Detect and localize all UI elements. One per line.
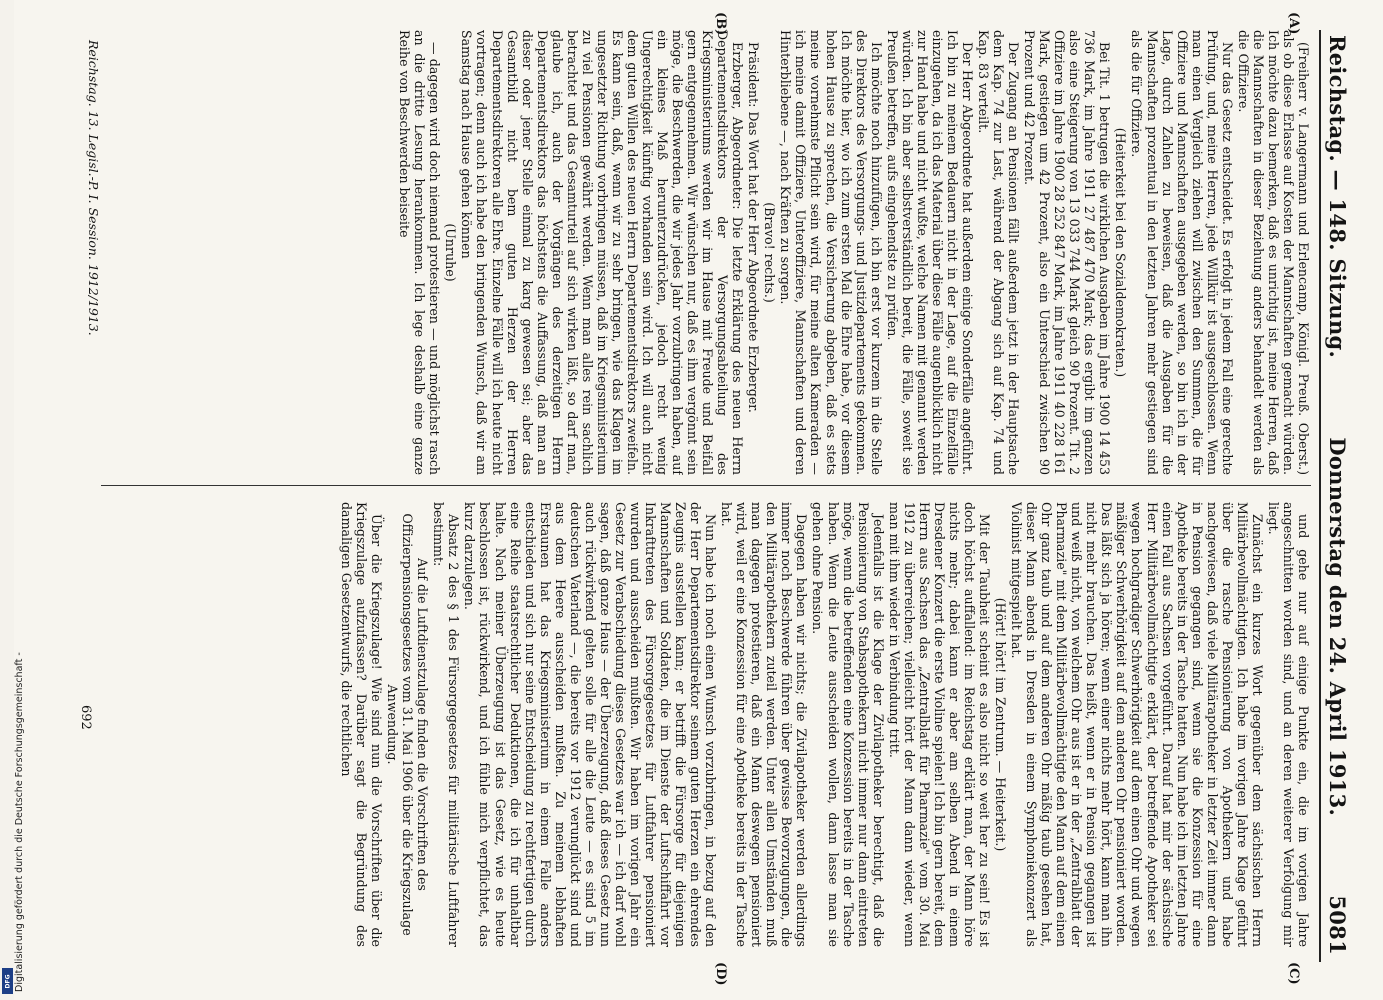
paragraph: Über die Kriegszulage! Wie sind nun die Vorschriften über die Kriegszulage aufzufassen? Darüber sagt die Begründung des damaligen Gesetzentwurfs, die rechtlichen (339, 502, 385, 947)
margin-marker-c: (C) (1286, 962, 1301, 985)
funding-notice: Digitalisierung gefördert durch die Deutsche Forschungsgemeinschaft - (14, 652, 25, 992)
interjection: (Heiterkeit bei den Sozialdemokraten.) (1113, 127, 1129, 378)
quotation: Auf die Luftdienstzulage finden die Vorschriften des Offizierpensionsgesetzes vom 31. Mai 1906 über die Kriegszulage Anwendung. (385, 513, 431, 936)
paragraph: Mit der Taubheit scheint es also nicht so weit her zu sein! Es ist doch höchst auffallend: im Reichstag erklärt man, der Mann höre nichts mehr; dabei kann er aber am selben Abend in einem Dresdener Konzert die erste Violine spielen! Ich bin gern bereit, dem Herrn aus Sachsen das „Zentralblatt für Pharmazie" vom 30. Mai 1912 zu überreichen; vielleicht hört der Mann dann wieder, wenn man mit ihm wieder in Verbindung tritt. (886, 502, 993, 947)
paragraph: (Freiherr v. Langermann und Erlencamp, Königl. Preuß. Oberst.) als ob diese Erlasse auf Kosten der Mannschaften gemacht würden. Ich möchte dazu bemerken, daß es unrichtig ist, meine Herren, daß die Mannschaften in dieser Beziehung anders behandelt werden als die Offiziere. (1235, 30, 1311, 475)
paragraph: Der Herr Abgeordnete hat außerdem einige Sonderfälle angeführt. Ich bin zu meinem Bedauern nicht in der Lage, auf die Einzelfälle einzugehen, da ich das Material über diese Fälle augenblicklich nicht zur Hand habe und nicht wußte, welche Namen mit genannt werden würden. Ich bin aber selbstverständlich bereit, die Fälle, soweit sie Preußen betreffen, aufs eingehendste zu prüfen. (884, 30, 975, 475)
footer-page-number: 692 (78, 705, 93, 730)
paragraph: Nur das Gesetz entscheidet. Es erfolgt in jedem Fall eine gerechte Prüfung, und, meine Herren, jede Willkür ist ausgeschlossen. Wenn man einen Vergleich ziehen will zwischen den Summen, die für Offiziere und Mannschaften ausgegeben werden, so bin ich in der Lage, durch Zahlen zu beweisen, daß die Ausgaben für die Mannschaften prozentual in den letzten Jahren mehr gestiegen sind als die für Offiziere. (1129, 30, 1235, 475)
header-page-number: 5081 (1325, 895, 1350, 955)
page-header (1325, 35, 1365, 955)
paragraph: Ich möchte noch hinzufügen, ich bin erst vor kurzem in die Stelle des Direktors des Versorgungs- und Justizdepartements gekommen. Ich möchte hier, wo ich zum ersten Mal die Ehre habe, vor diesem hohen Hause zu sprechen, die Versicherung abgeben, daß es stets meine vornehmste Pflicht sein wird, für meine alten Kameraden — ich meine damit Offiziere, Unteroffiziere, Mannschaften und deren Hinterbliebene —, nach Kräften zu sorgen. (778, 30, 884, 475)
interjection: (Hört! hört! im Zentrum. — Heiterkeit.) (993, 597, 1009, 852)
paragraph: — dagegen wird doch niemand protestieren — und möglichst rasch an die dritte Lesung herankommen. Ich lege deshalb eine ganze Reihe von Beschwerden beiseite (397, 30, 443, 475)
paragraph: Der Zugang an Pensionen fällt außerdem jetzt in der Hauptsache dem Kap. 74 zur Last, während der Abgang sich auf Kap. 74 und Kap. 83 verteilt. (976, 30, 1022, 475)
header-rule (1319, 30, 1321, 962)
dfg-logo (2, 968, 13, 994)
margin-marker-d: (D) (713, 962, 728, 986)
paragraph: Absatz 2 des § 1 des Fürsorgegesetzes für militärische Luftfahrer bestimmt: (431, 502, 462, 947)
paragraph: Zunächst ein kurzes Wort gegenüber dem sächsischen Herrn Militärbevollmächtigten. Ich habe im vorigen Jahre Klage geführt über die rasche Pensionierung von Apothekern und habe nachgewiesen, daß viele Militärapotheker in letzter Zeit immer dann in Pension gegangen sind, wenn sie die Konzession für eine Apotheke bereits in der Tasche hatten. Nun habe ich im letzten Jahre einen Fall aus Sachsen vorgeführt. Darauf hat mir der sächsische Herr Militärbevollmächtigte erklärt, der betreffende Apotheker sei wegen hochgradiger Schwerhörigkeit auf dem einen Ohr und wegen mäßiger Schwerhörigkeit auf dem anderen Ohr pensioniert worden. Das läßt sich ja hören; wenn einer nichts mehr hört, kann man ihn nicht mehr brauchen. Das heißt, wenn er in Pension gegangen ist und weiß nicht, von welchem Ohr aus ist er in der „Zentralblatt der Pharmazie" mit dem Militärbevollmächtigte den Mann auf dem einen Ohr ganz taub und auf dem anderen Ohr mäßig taub gesehen hat, dieser Mann abends in Dresden in einem Symphoniekonzert als Violinist mitgespielt hat. (1009, 502, 1265, 947)
header-left: Reichstag. — 148. Sitzung. (1325, 35, 1350, 359)
dfg-logo-text: DFG (4, 973, 12, 989)
digitization-sidebar (0, 0, 25, 1000)
column-divider (101, 485, 1311, 486)
footer-citation: Reichstag. 13. Legisl.-P. I. Session. 1912/1913. (86, 40, 101, 336)
right-column (106, 502, 1311, 947)
header-center: Donnerstag den 24. April 1913. (1325, 437, 1350, 817)
left-column (106, 30, 1311, 475)
paragraph: und gehe nur auf einige Punkte ein, die im vorigen Jahre angeschnitten worden sind, und an deren weiterer Verfolgung mir liegt. (1265, 502, 1311, 947)
paragraph: Erzberger, Abgeordneter: Die letzte Erklärung des neuen Herrn Departementsdirektors der Versorgungsabteilung des Kriegsministeriums werden wir im Hause mit Freude und Beifall gern entgegennehmen. Wir wünschen nur, daß es ihm vergönnt sein möge, die Beschwerden, die wir jedes Jahr vorzubringen haben, auf ein kleines Maß herunterzudrücken, jedoch recht wenig Ungerechtigkeit künftig vorhanden sein wird. Ich will auch nicht dem guten Willen des neuen Herrn Departementsdirektors zweifeln. Es kann sein, daß, wenn wir zu sehr bringen, wie das Klagen im ungesetzter Richtung vorbringen müssen, daß im Kriegsministerium zu viel Pensionen gewährt werden. Wenn man alles rein sachlich betrachtet und das Gesamturteil auf sich wirken läßt, so darf man, glaube ich, auch der Vorgängen des derzeitigen Herrn Departementsdirektors das höchstens die Auffassung, daß man an dieser oder jener Stelle einmal zu karg gewesen sei; aber das Gesamtbild nicht bem guten Herzen der Herren Departementsdirektoren alle Ehre. Einzelne Fälle will ich heute nicht vortragen; denn auch ich habe den bringenden Wunsch, daß wir am Samstag nach Hause gehen können (459, 30, 746, 475)
paragraph: Dagegen haben wir nichts; die Zivilapotheker werden allerdings immer noch Beschwerde führen über gewisse Bevorzugungen, die den Militärapothekern zuteil werden. Unter allen Umständen muß man dagegen protestieren, daß ein Mann deswegen pensioniert wird, weil er eine Konzession für eine Apotheke bereits in der Tasche hat. (719, 502, 810, 947)
margin-marker-a: (A) (1286, 12, 1301, 35)
paragraph: Nun habe ich noch einen Wunsch vorzubringen, in bezug auf den der Herr Departementsdirektor seinem guten Herzen ein ehrendes Zeugnis ausstellen kann; er betrifft die Fürsorge für diejenigen Mannschaften und Soldaten, die im Dienste der Luftschiffahrt vor Inkrafttreten des Fürsorgegesetzes für Luftfahrer pensioniert wurden und ausscheiden mußten. Wir haben im vorigen Jahr ein Gesetz zur Verabschiedung dieses Gesetzes war ich — ich darf wohl sagen, daß ganze Haus — der Überzeugung, daß dieses Gesetz nun auch rückwirkend gelten solle für alle die Leute — es sind 5 im deutschen Vaterland —, die bereits vor 1912 verunglückt sind und aus dem Heere ausscheiden mußten. Zu meinem lebhaften Erstaunen hat das Kriegsministerium in einem Falle anders entschieden und sich nur seine Entscheidung zu rechtfertigen durch eine Reihe staatsrechtlicher Deduktionen, die ich für unhaltbar halte. Nach meiner Überzeugung ist das Gesetz, wie es heute beschlossen ist, rückwirkend, und ich fühle mich verpflichtet, das kurz darzulegen. (462, 502, 719, 947)
paragraph: Bei Tit. 1 betrugen die wirklichen Ausgaben im Jahre 1900 14 453 736 Mark, im Jahre 1911 27 487 470 Mark; das ergibt im ganzen also eine Steigerung von 13 033 744 Mark gleich 90 Prozent. Tit. 2 Offiziere im Jahre 1900 28 252 847 Mark, im Jahre 1911 40 228 161 Mark, gestiegen um 42 Prozent, also ein Unterschied zwischen 90 Prozent und 42 Prozent. (1022, 30, 1113, 475)
paragraph: Präsident: Das Wort hat der Herr Abgeordnete Erzberger. (746, 42, 762, 413)
interjection: (Bravo! rechts.) (762, 202, 778, 303)
paragraph: Jedenfalls ist die Klage der Zivilapotheker berechtigt, daß die Pensionierung von Stabsapothekern nicht immer nur dann eintreten möge, wenn die betreffenden eine Konzession bereits in der Tasche haben. Wenn die Leute ausscheiden wollen, dann lasse man sie gehen ohne Pension. (810, 502, 886, 947)
margin-marker-b: (B) (713, 12, 728, 36)
interjection: (Unruhe) (443, 223, 459, 282)
